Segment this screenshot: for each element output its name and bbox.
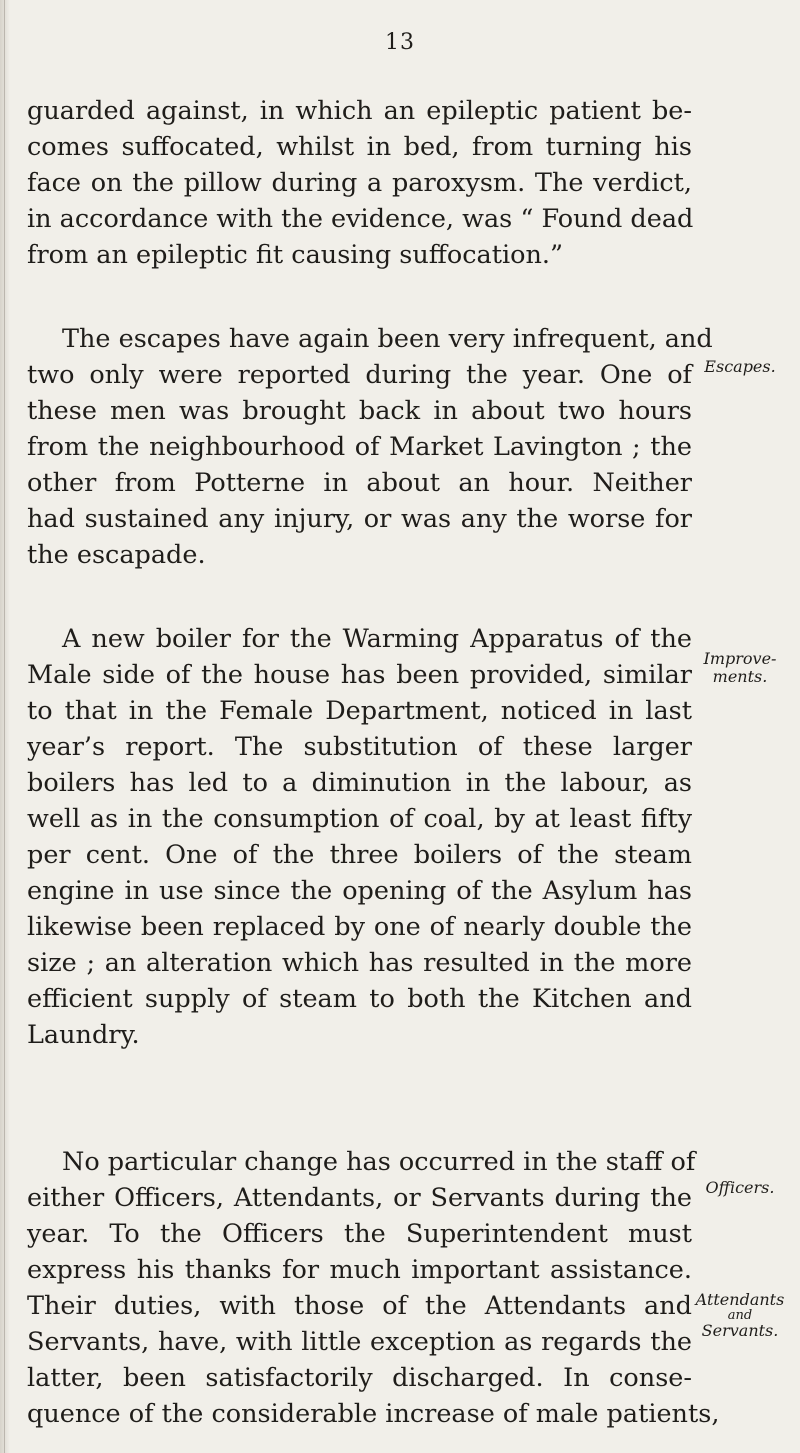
text-line: these men was brought back in about two hours xyxy=(27,396,692,426)
paragraph-inquest xyxy=(27,93,692,273)
text-line: either Officers, Attendants, or Servants during the xyxy=(27,1183,692,1213)
text-line: per cent. One of the three boilers of the steam xyxy=(27,840,692,870)
text-line: engine in use since the opening of the Asylum has xyxy=(27,876,692,906)
margin-note-line: Improve- xyxy=(703,649,777,668)
text-line: likewise been replaced by one of nearly double the xyxy=(27,912,692,942)
text-line: Servants, have, with little exception as regards the xyxy=(27,1327,692,1357)
text-line: The escapes have again been very infrequent, and xyxy=(62,324,713,354)
page-gutter-line xyxy=(4,0,5,1453)
paragraph-escapes xyxy=(27,321,713,573)
text-line: had sustained any injury, or was any the worse for xyxy=(27,504,692,534)
page-gutter-shadow xyxy=(0,0,10,1453)
text-line: express his thanks for much important assistance. xyxy=(27,1255,692,1285)
text-line: latter, been satisfactorily discharged. In conse- xyxy=(27,1363,692,1393)
text-line: Male side of the house has been provided, similar xyxy=(27,660,692,690)
text-line: year. To the Officers the Superintendent must xyxy=(27,1219,692,1249)
text-line: the escapade. xyxy=(27,540,206,570)
paragraph-officers xyxy=(27,1144,720,1432)
text-line: year’s report. The substitution of these larger xyxy=(27,732,692,762)
text-line: two only were reported during the year. One of xyxy=(27,360,692,390)
text-line: size ; an alteration which has resulted in the more xyxy=(27,948,692,978)
margin-note-line: and xyxy=(727,1308,753,1323)
text-line: Laundry. xyxy=(27,1020,140,1050)
text-line: boilers has led to a diminution in the labour, as xyxy=(27,768,692,798)
margin-note-officers: Officers. xyxy=(705,1178,775,1197)
margin-note-improvements xyxy=(690,650,790,686)
text-line: face on the pillow during a paroxysm. The verdict, xyxy=(27,168,692,198)
text-line: No particular change has occurred in the staff of xyxy=(62,1147,696,1177)
text-line: comes suffocated, whilst in bed, from turning his xyxy=(27,132,692,162)
text-line: from an epileptic fit causing suffocation.” xyxy=(27,240,564,270)
margin-note-line: Servants. xyxy=(701,1321,779,1340)
margin-note-attendants xyxy=(690,1291,790,1340)
text-line: from the neighbourhood of Market Lavington ; the xyxy=(27,432,692,462)
paragraph-improvements xyxy=(27,621,692,1053)
text-line: Their duties, with those of the Attendants and xyxy=(27,1291,692,1321)
text-line: quence of the considerable increase of male patients, xyxy=(27,1399,720,1429)
text-line: in accordance with the evidence, was “ Found dead xyxy=(27,204,694,234)
margin-note-escapes: Escapes. xyxy=(704,357,776,376)
text-line: efficient supply of steam to both the Kitchen and xyxy=(27,984,692,1014)
text-line: A new boiler for the Warming Apparatus of the xyxy=(62,624,692,654)
text-line: guarded against, in which an epileptic patient be- xyxy=(27,96,692,126)
page-number: 13 xyxy=(385,30,415,55)
text-line: to that in the Female Department, noticed in last xyxy=(27,696,692,726)
margin-note-line: ments. xyxy=(712,667,768,686)
text-line: well as in the consumption of coal, by at least fifty xyxy=(27,804,692,834)
text-line: other from Potterne in about an hour. Neither xyxy=(27,468,692,498)
margin-note-line: Attendants xyxy=(695,1290,785,1309)
